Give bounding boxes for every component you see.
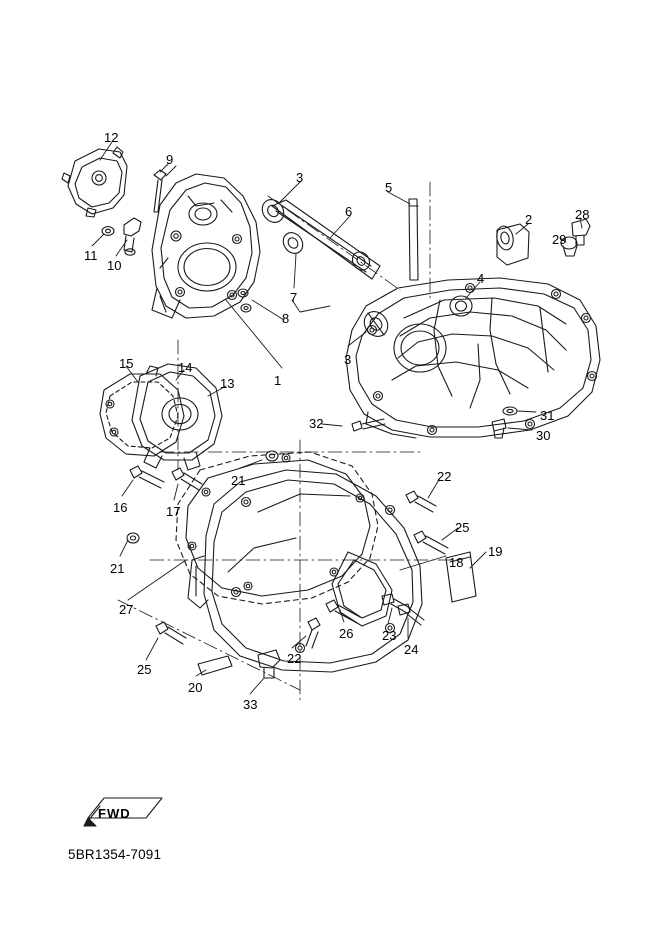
part-31-washer <box>503 407 517 415</box>
callout-3-upper: 3 <box>296 170 304 185</box>
callout-21-upper: 21 <box>231 473 246 488</box>
center-lines <box>118 182 460 700</box>
callout-25-lower: 25 <box>137 662 152 677</box>
part-3-bearing-upper <box>258 195 288 226</box>
part-22-bolt-lower <box>306 618 320 648</box>
leader-lines <box>92 142 582 694</box>
callout-22-upper: 22 <box>437 469 452 484</box>
part-2-bush <box>495 224 529 265</box>
callout-22-lower: 22 <box>287 651 302 666</box>
part-10-lever <box>124 218 141 255</box>
part-23-bolt <box>382 594 410 613</box>
part-5-pin <box>409 199 418 280</box>
part-27-gasket <box>176 452 378 604</box>
callout-26: 26 <box>339 626 354 641</box>
callout-1: 1 <box>274 373 282 388</box>
callout-6: 6 <box>345 204 353 219</box>
part-1-crankcase-left <box>152 174 260 318</box>
callout-19: 19 <box>488 544 503 559</box>
part-21-dowel-b <box>127 533 139 543</box>
callout-21-lower: 21 <box>110 561 125 576</box>
part-25-bolt-upper <box>414 531 448 554</box>
part-8-dowels <box>238 289 251 312</box>
callout-28: 28 <box>575 207 590 222</box>
callout-15: 15 <box>119 356 134 371</box>
part-25-bolt-lower <box>156 622 186 644</box>
part-33-clamp <box>258 650 280 678</box>
callout-4: 4 <box>477 271 485 286</box>
callout-2: 2 <box>525 212 533 227</box>
part-7-collar <box>279 229 306 257</box>
part-7-oil-seal <box>349 249 373 274</box>
callout-16: 16 <box>113 500 128 515</box>
callout-12: 12 <box>104 130 119 145</box>
part-1-crankcase-right <box>346 278 600 438</box>
callout-24: 24 <box>404 642 419 657</box>
callout-13: 13 <box>220 376 235 391</box>
callout-9: 9 <box>166 152 174 167</box>
part-17-bolt <box>172 468 202 490</box>
callout-14: 14 <box>178 360 193 375</box>
callout-17: 17 <box>166 504 181 519</box>
callout-25-upper: 25 <box>455 520 470 535</box>
part-3-bearing-lower <box>360 307 393 341</box>
callout-32: 32 <box>309 416 324 431</box>
callout-20: 20 <box>188 680 203 695</box>
part-14-pump-cover <box>132 364 222 470</box>
callout-7-upper: 7 <box>290 290 298 305</box>
callout-23: 23 <box>382 628 397 643</box>
part-30-drain-plug <box>492 419 506 438</box>
part-16-bolt <box>130 466 164 488</box>
callout-8: 8 <box>282 311 290 326</box>
fwd-direction-label: FWD <box>98 806 131 821</box>
callout-18: 18 <box>449 555 464 570</box>
callout-27: 27 <box>119 602 134 617</box>
callout-5: 5 <box>385 180 393 195</box>
diagram-part-number: 5BR1354-7091 <box>68 847 162 862</box>
part-12-cover-plate <box>62 147 127 217</box>
callout-10: 10 <box>107 258 122 273</box>
callout-30: 30 <box>536 428 551 443</box>
callout-31: 31 <box>540 408 555 423</box>
callout-11: 11 <box>84 248 98 263</box>
part-22-bolt-upper <box>406 491 436 512</box>
part-6-shaft <box>272 200 380 279</box>
callout-33: 33 <box>243 697 258 712</box>
callout-29: 29 <box>552 232 567 247</box>
part-21-dowel-a <box>266 451 278 461</box>
callout-3-lower: 3 <box>344 352 352 367</box>
